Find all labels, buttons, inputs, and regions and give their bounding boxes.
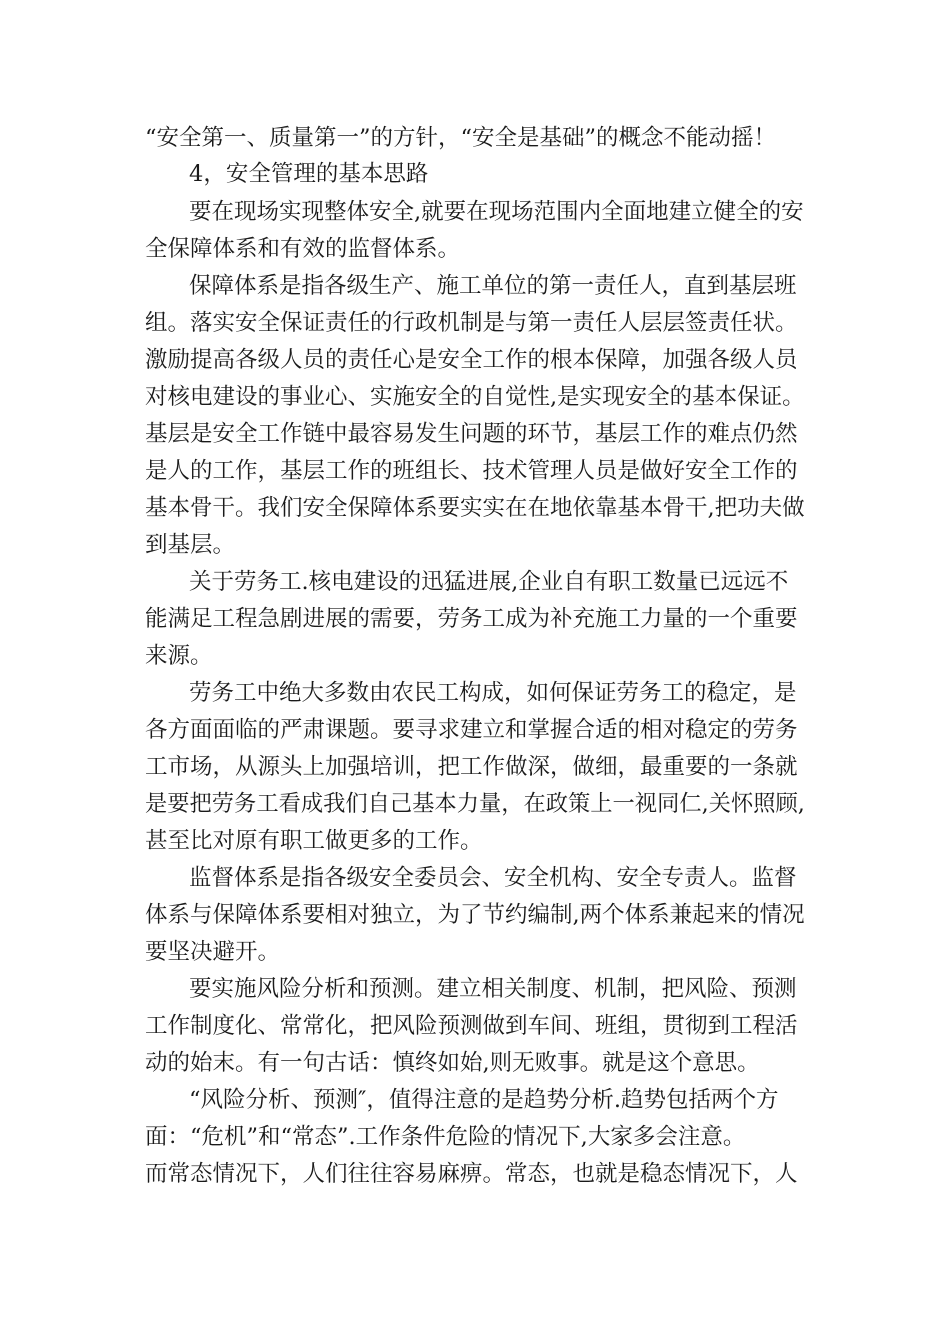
text-line: 基层是安全工作链中最容易发生问题的环节，基层工作的难点仍然 [145,421,798,447]
text-line: 激励提高各级人员的责任心是安全工作的根本保障，加强各级人员 [145,347,798,373]
text-line: 工市场，从源头上加强培训，把工作做深，做细，最重要的一条就 [145,754,798,780]
text-line: “安全第一、质量第一”的方针，“安全是基础”的概念不能动摇！ [145,125,777,151]
text-line: 来源。 [145,643,213,669]
text-line: 劳务工中绝大多数由农民工构成，如何保证劳务工的稳定，是 [189,680,797,706]
text-line: 到基层。 [145,532,236,558]
text-line: 能满足工程急剧进展的需要，劳务工成为补充施工力量的一个重要 [145,606,798,632]
text-line: 要实施风险分析和预测。建立相关制度、机制，把风险、预测 [189,976,797,1002]
text-line: 监督体系是指各级安全委员会、安全机构、安全专责人。监督 [189,865,797,891]
text-line: 各方面面临的严肃课题。要寻求建立和掌握合适的相对稳定的劳务 [145,717,798,743]
text-line: 面：“危机”和“常态”.工作条件危险的情况下,大家多会注意。 [145,1124,746,1150]
text-line: 而常态情况下，人们往往容易麻痹。常态，也就是稳态情况下，人 [145,1161,798,1187]
text-line: 工作制度化、常常化，把风险预测做到车间、班组，贯彻到工程活 [145,1013,798,1039]
text-line: 组。落实安全保证责任的行政机制是与第一责任人层层签责任状。 [145,310,798,336]
text-line: 保障体系是指各级生产、施工单位的第一责任人，直到基层班 [189,273,797,299]
text-line: 要坚决避开。 [145,939,281,965]
text-line: 体系与保障体系要相对独立，为了节约编制,两个体系兼起来的情况 [145,902,805,928]
text-line: 关于劳务工.核电建设的迅猛进展,企业自有职工数量已远远不 [189,569,789,595]
text-line: 甚至比对原有职工做更多的工作。 [145,828,483,854]
text-line: 是要把劳务工看成我们自己基本力量，在政策上一视同仁,关怀照顾, [145,791,805,817]
text-line: 要在现场实现整体安全,就要在现场范围内全面地建立健全的安 [189,199,804,225]
text-line: “风险分析、预测″，值得注意的是趋势分析.趋势包括两个方 [189,1087,779,1113]
text-line: 对核电建设的事业心、实施安全的自觉性,是实现安全的基本保证。 [145,384,805,410]
text-line: 动的始末。有一句古话：慎终如始,则无败事。就是这个意思。 [145,1050,760,1076]
text-line: 是人的工作，基层工作的班组长、技术管理人员是做好安全工作的 [145,458,798,484]
text-line: 基本骨干。我们安全保障体系要实实在在地依靠基本骨干,把功夫做 [145,495,805,521]
text-line: 全保障体系和有效的监督体系。 [145,236,461,262]
section-heading: 4，安全管理的基本思路 [189,161,429,187]
